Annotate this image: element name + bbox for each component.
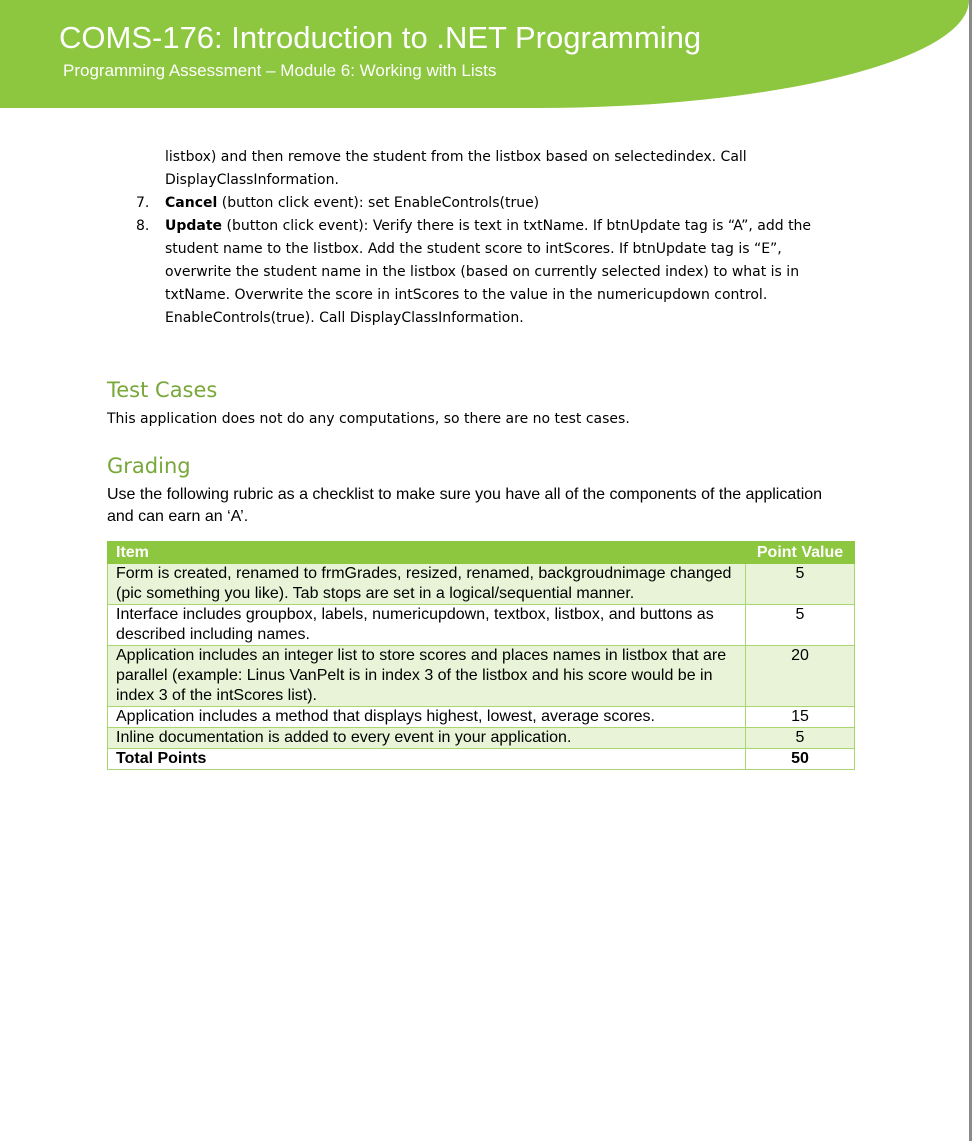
table-row xyxy=(108,728,855,749)
list-item-update xyxy=(136,215,830,330)
grading-rubric-table xyxy=(107,541,855,770)
assessment-subtitle: Programming Assessment – Module 6: Working with Lists xyxy=(63,61,497,80)
rubric-points: 5 xyxy=(746,605,855,646)
list-item-cancel xyxy=(136,192,830,215)
rubric-points: 20 xyxy=(746,646,855,707)
course-title: COMS-176: Introduction to .NET Programming xyxy=(59,20,702,55)
total-label: Total Points xyxy=(108,749,746,770)
cancel-description: (button click event): set EnableControls(true) xyxy=(217,195,540,211)
steps-list xyxy=(0,146,972,330)
rubric-item: Application includes a method that displays highest, lowest, average scores. xyxy=(108,707,746,728)
page-content xyxy=(0,146,972,330)
grading-heading: Grading xyxy=(107,454,191,478)
continuation-text: listbox) and then remove the student from the listbox based on selectedindex. Call DisplayClassInformation. xyxy=(165,149,747,188)
test-cases-text: This application does not do any computations, so there are no test cases. xyxy=(107,411,630,427)
update-description: (button click event): Verify there is text in txtName. If btnUpdate tag is “A”, add the student name to the listbox. Add the student score to intScores. If btnUpdate tag is “E”, overwrite the student name in the listbox (based on currently selected index) to what is in txtName. Overwrite the score in intScores to the value in the numericupdown control. EnableControls(true). Call DisplayClassInformation. xyxy=(165,218,812,326)
table-row xyxy=(108,605,855,646)
list-item-continuation xyxy=(165,146,830,192)
grading-intro: Use the following rubric as a checklist to make sure you have all of the components of the application and can earn an ‘A’. xyxy=(107,486,823,525)
update-label: Update xyxy=(165,218,223,234)
rubric-item: Form is created, renamed to frmGrades, resized, renamed, backgroudnimage changed (pic something you like). Tab stops are set in a logical/sequential manner. xyxy=(108,564,746,605)
cancel-label: Cancel xyxy=(165,195,218,211)
list-number: 7. xyxy=(136,195,150,211)
total-row xyxy=(108,749,855,770)
rubric-points: 15 xyxy=(746,707,855,728)
rubric-item: Inline documentation is added to every event in your application. xyxy=(108,728,746,749)
table-row xyxy=(108,646,855,707)
list-number: 8. xyxy=(136,218,150,234)
rubric-item: Application includes an integer list to store scores and places names in listbox that are parallel (example: Linus VanPelt is in index 3 of the listbox and his score would be in index 3 of the intScores list). xyxy=(108,646,746,707)
column-header-item: Item xyxy=(108,542,746,564)
test-cases-heading: Test Cases xyxy=(107,378,218,402)
table-row xyxy=(108,564,855,605)
column-header-point-value: Point Value xyxy=(746,542,855,564)
table-header-row xyxy=(108,542,855,564)
total-points: 50 xyxy=(746,749,855,770)
table-row xyxy=(108,707,855,728)
page-header xyxy=(0,0,969,108)
rubric-item: Interface includes groupbox, labels, numericupdown, textbox, listbox, and buttons as described including names. xyxy=(108,605,746,646)
rubric-points: 5 xyxy=(746,564,855,605)
rubric-points: 5 xyxy=(746,728,855,749)
